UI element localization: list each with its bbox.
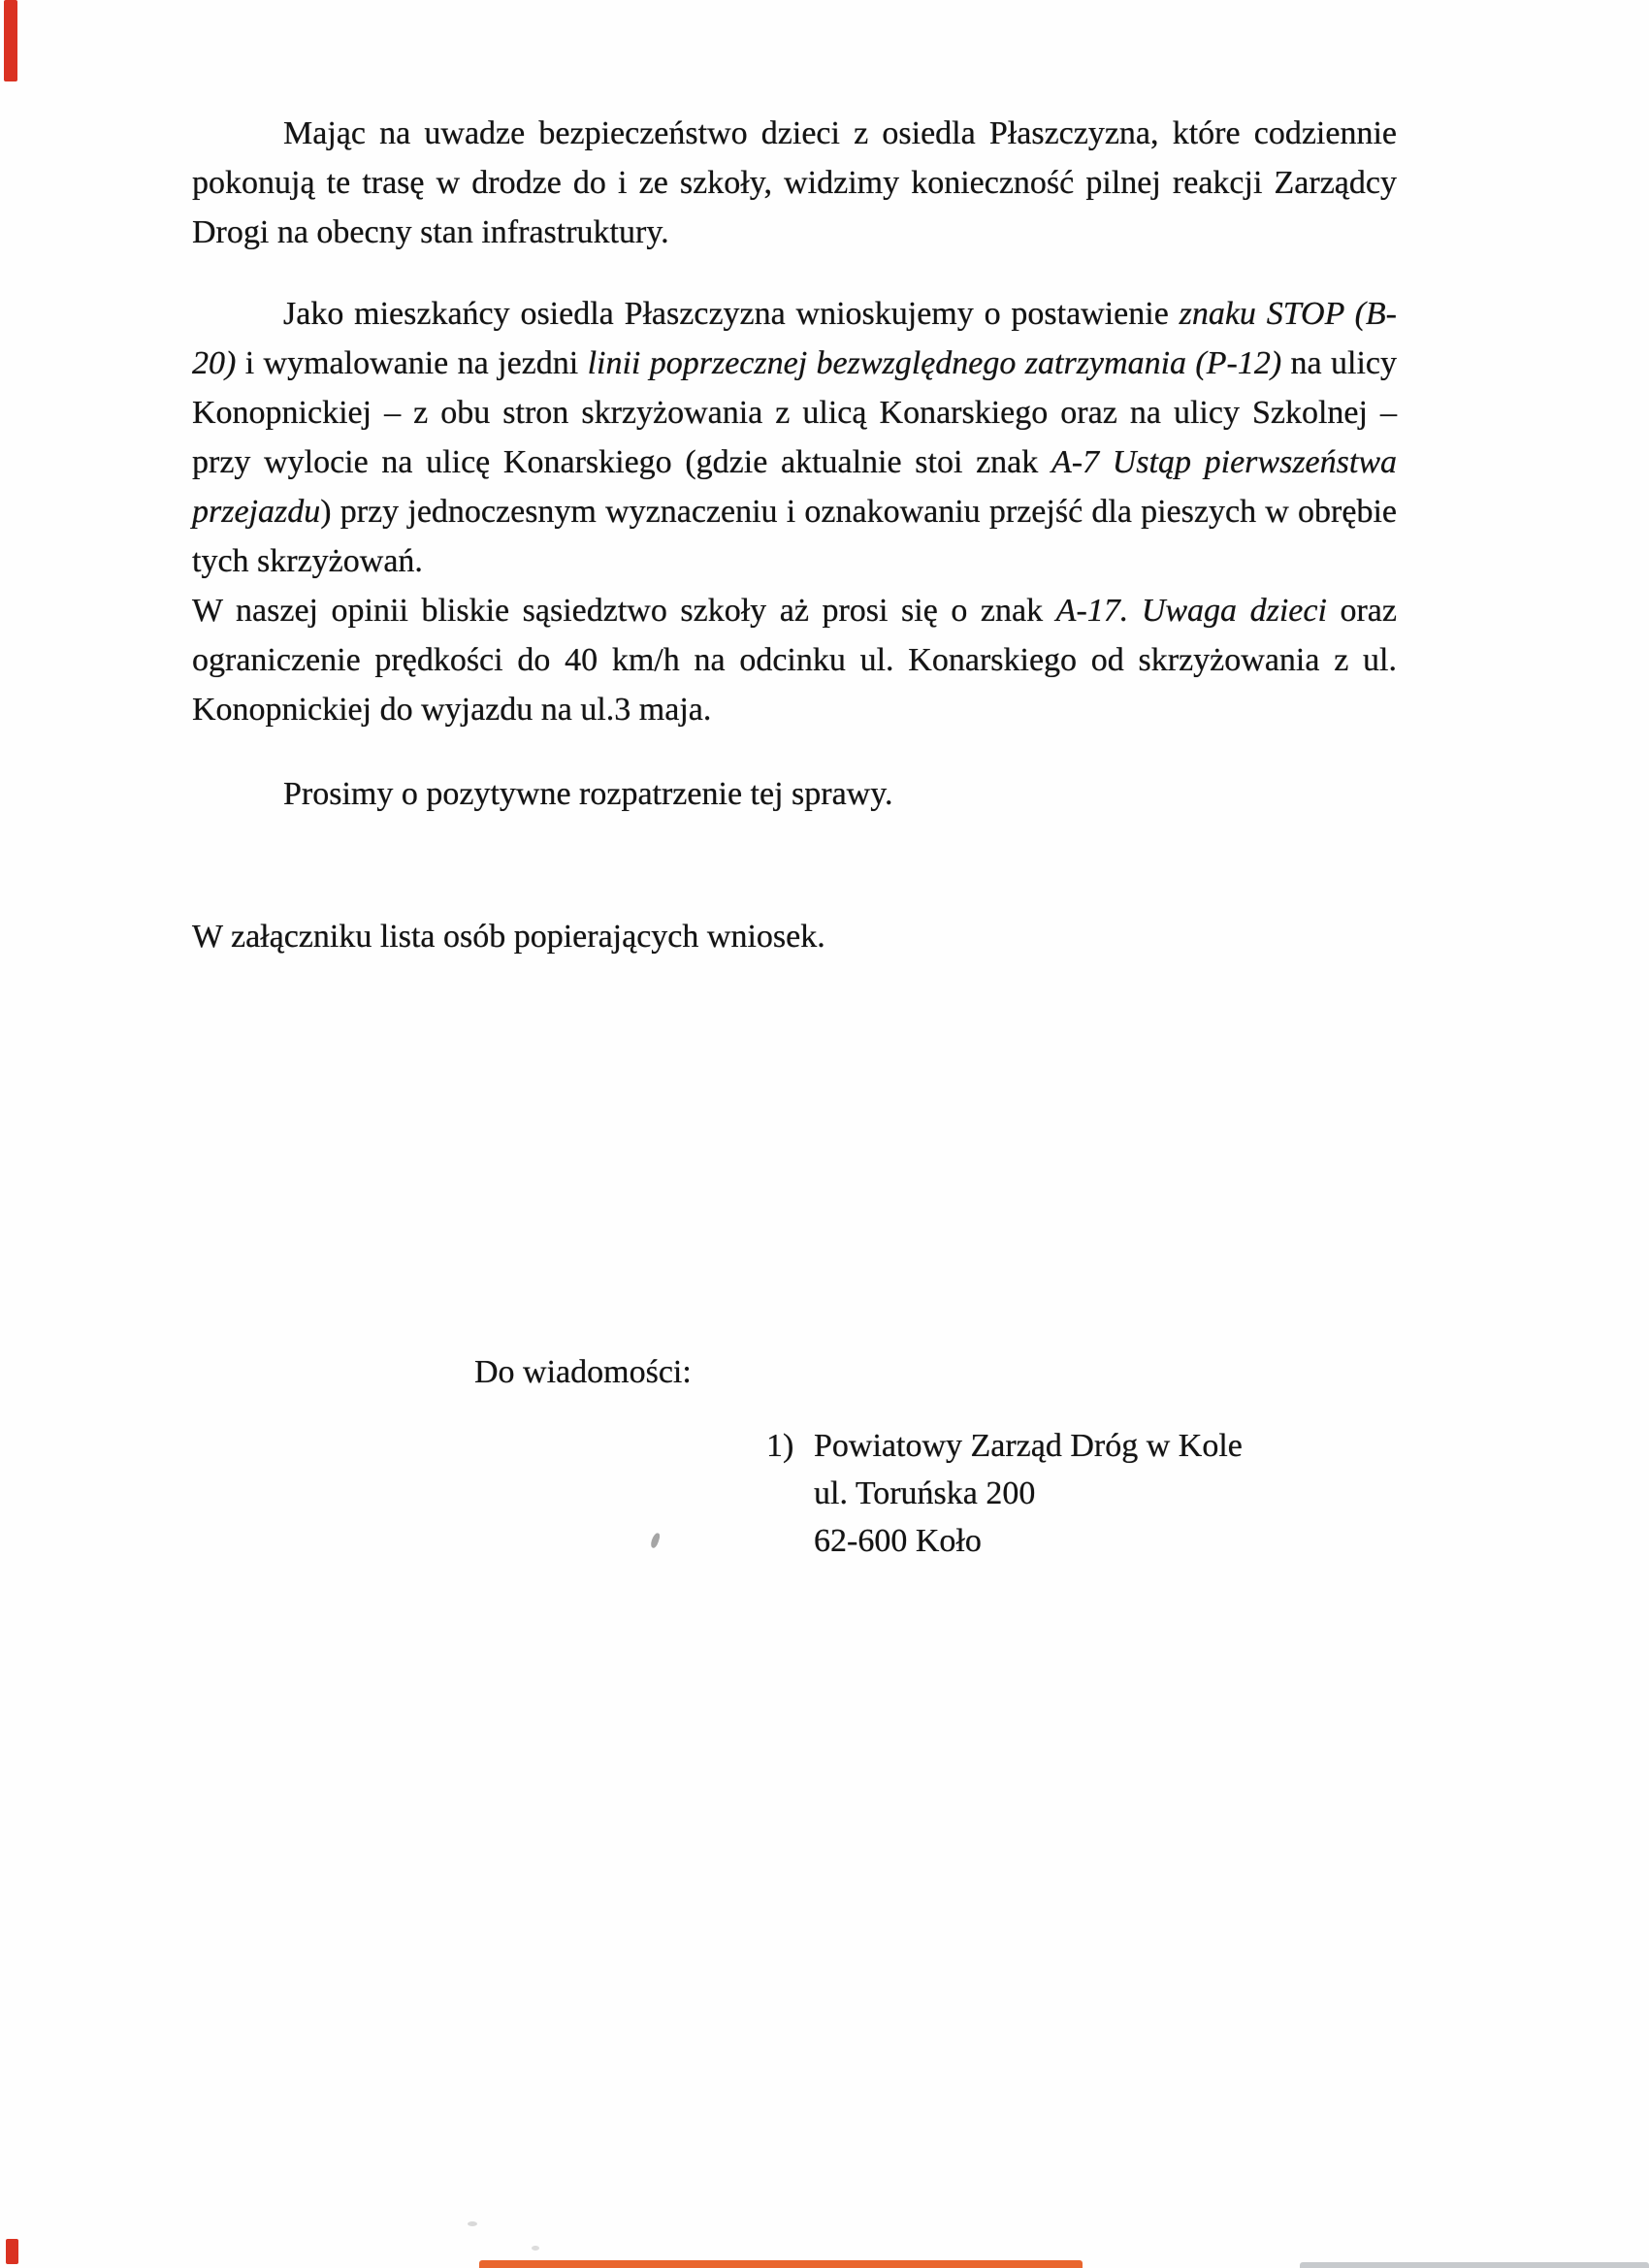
cc-item-number: 1) [766,1428,794,1464]
text-run: oraz ograniczenie prędkości do 40 km/h na odcinku ul. Konarskiego od skrzyżowania z ul. Konopnickiej do wyjazdu na ul.3 maja. [192,593,1397,728]
text-run: i wymalowanie na jezdni [236,345,588,381]
scan-artifact-gray-bottom-right [1300,2262,1649,2268]
text-run-italic: A-17. Uwaga dzieci [1055,593,1327,629]
scan-artifact-red-bottom-left [6,2239,18,2264]
scan-speck [650,1532,662,1548]
text-run: ) przy jednoczesnym wyznaczeniu i oznakowaniu przejść dla pieszych w obrębie tych skrzyżowań. [192,494,1397,579]
text-run: W naszej opinii bliskie sąsiedztwo szkoły aż prosi się o znak [192,593,1056,629]
cc-address-line: Powiatowy Zarząd Dróg w Kole [814,1428,1243,1464]
cc-address-line: ul. Toruńska 200 [814,1475,1036,1511]
cc-address-line: 62-600 Koło [814,1523,982,1559]
text-run: Prosimy o pozytywne rozpatrzenie tej sprawy. [283,776,893,812]
para-intro [192,109,1397,257]
para-request [192,289,1397,586]
scan-speck [532,2246,539,2251]
text-run: Jako mieszkańcy osiedla Płaszczyzna wnioskujemy o postawienie [283,296,1180,332]
cc-item [766,1422,1243,1565]
para-attachment [192,912,1397,961]
scan-artifact-orange-bottom [479,2260,1083,2268]
letter-body [192,109,1397,961]
text-run: na ulicy Konopnickiej – z obu stron skrzyżowania z ulicą Konarskiego oraz na ulicy Szkolnej – przy wylocie na ulicę Konarskiego (gdzie aktualnie stoi znak [192,345,1397,480]
para-closing [192,769,1397,819]
text-run: Mając na uwadze bezpieczeństwo dzieci z osiedla Płaszczyzna, które codziennie pokonują te trasę w drodze do i ze szkoły, widzimy konieczność pilnej reakcji Zarządcy Drogi na obecny stan infrastruktury. [192,115,1397,250]
scan-artifact-red-top-left [4,0,17,81]
para-opinion [192,586,1397,734]
text-run: W załączniku lista osób popierających wniosek. [192,919,825,955]
cc-label: Do wiadomości: [474,1354,692,1390]
text-run-italic: A-7 Ustąp pierwszeństwa przejazdu [192,444,1397,530]
text-run-italic: linii poprzecznej bezwzględnego zatrzymania (P-12) [587,345,1282,381]
scan-speck [468,2221,477,2226]
cc-address [814,1422,1243,1565]
text-run-italic: znaku STOP (B-20) [192,296,1397,381]
